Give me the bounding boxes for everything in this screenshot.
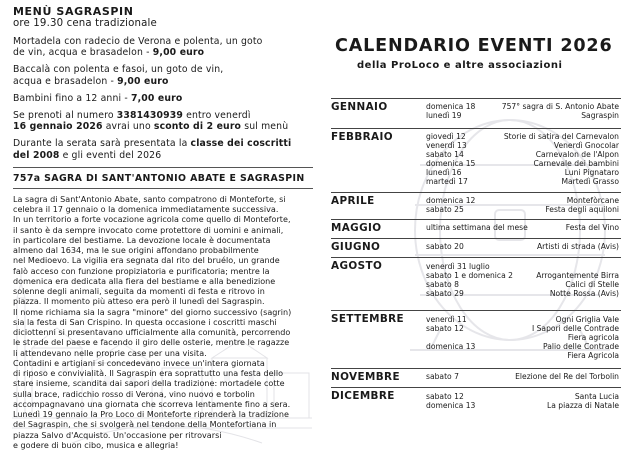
event-title: Festa degli aquiloni: [545, 205, 619, 214]
month-name: APRILE: [331, 195, 375, 207]
story-line: piazza Salvo d'Acquisto. Un'occasione per ritrovarsi: [13, 430, 222, 440]
month-divider: [331, 387, 621, 388]
event-date: sabato 25: [426, 205, 464, 214]
story-line: In un territorio a forte vocazione agricola come quello di Monteforte,: [13, 215, 291, 225]
booking-line-2: 16 gennaio 2026 avrai uno sconto di 2 euro sul menù: [13, 121, 289, 133]
calendar-column: [322, 0, 633, 448]
calendar-subtitle: della ProLoco e altre associazioni: [357, 60, 563, 71]
event-title: Fiera agricola: [567, 333, 619, 342]
story-line: le strade del paese e facendo il giro delle osterie, mentre le ragazze: [13, 338, 290, 348]
month-divider: [331, 219, 621, 220]
month-name: DICEMBRE: [331, 390, 395, 402]
menu-title: MENÙ SAGRASPIN: [13, 5, 134, 18]
story-line: sulla brace, radicchio rosso di Verona, vino nuovo e torbolin: [13, 389, 255, 399]
event-date: sabato 12: [426, 392, 464, 401]
story-line: di riposo e convivialità. Il Sagraspin era soprattutto una festa dello: [13, 369, 284, 379]
month-name: AGOSTO: [331, 260, 383, 272]
event-date: domenica 13: [426, 342, 476, 351]
event-title: Carnevalon de l'Alpon: [535, 150, 619, 159]
menu-column: [13, 6, 313, 451]
event-date: domenica 12: [426, 196, 476, 205]
presentation-line-1: Durante la serata sarà presentata la classe dei coscritti: [13, 138, 292, 150]
event-title: Montefòrcane: [566, 196, 619, 205]
event-date: venerdì 31 luglio: [426, 262, 490, 271]
story-line: Il nome richiama sia la sagra "minore" del giorno successivo (sagrin): [13, 307, 292, 317]
month-settembre: [331, 310, 621, 367]
event-date: sabato 1 e domenica 2: [426, 271, 513, 280]
event-date: domenica 18: [426, 102, 476, 111]
month-agosto: [331, 257, 621, 307]
month-divider: [331, 257, 621, 258]
event-date: venerdì 13: [426, 141, 467, 150]
story-line: celebra il 17 gennaio o la domenica immediatamente successiva.: [13, 205, 279, 215]
story-line: in particolare del bestiame. La devozione locale è documentata: [13, 235, 271, 245]
event-title: Santa Lucia: [574, 392, 619, 401]
menu-item-3: Bambini fino a 12 anni - 7,00 euro: [13, 92, 183, 104]
calendar-title: CALENDARIO EVENTI 2026: [335, 36, 613, 56]
menu-item-2-price: 9,00 euro: [117, 75, 169, 87]
story-line: piazza. Il momento più atteso era però il lunedì del Sagraspin.: [13, 297, 265, 307]
event-title: I Sapori delle Contrade: [531, 324, 619, 333]
month-divider: [331, 98, 621, 99]
event-title: Calici di Stelle: [565, 280, 619, 289]
event-title: Artisti di strada (Avis): [536, 242, 619, 251]
month-novembre: [331, 368, 621, 386]
story-line: e godere di buon cibo, musica e allegria!: [13, 440, 179, 450]
event-title: Arrogantemente Birra: [536, 271, 619, 280]
story-line: nel Medioevo. La vigilia era segnata dal rito del bruélo, un grande: [13, 256, 280, 266]
event-title: 757° sagra di S. Antonio Abate: [501, 102, 619, 111]
event-title: La piazza di Natale: [546, 401, 619, 410]
event-date: giovedì 12: [426, 132, 466, 141]
month-divider: [331, 238, 621, 239]
story-line: falò acceso con funzione propiziatoria e purificatoria; mentre la: [13, 266, 270, 276]
event-title: Venerdì Gnocolar: [553, 141, 619, 150]
menu-item-2-line-2: acqua e brasadelon - 9,00 euro: [13, 75, 169, 87]
event-title: Notte Rossa (Avis): [549, 289, 619, 298]
event-title: Storie di satira del Carnevalon: [503, 132, 619, 141]
month-divider: [331, 192, 621, 193]
month-gennaio: [331, 98, 621, 128]
booking-discount: sconto di 2 euro: [153, 121, 242, 133]
month-maggio: [331, 219, 621, 237]
month-name: GENNAIO: [331, 101, 388, 113]
month-name: MAGGIO: [331, 222, 382, 234]
booking-deadline: 16 gennaio 2026: [13, 121, 103, 133]
story-line: del Sagraspin, che si svolgerà nel tendone della Montefortiana in: [13, 420, 277, 430]
event-date: sabato 20: [426, 242, 464, 251]
event-date: martedì 17: [426, 177, 468, 186]
month-name: FEBBRAIO: [331, 131, 393, 143]
month-name: SETTEMBRE: [331, 313, 405, 325]
event-date: sabato 8: [426, 280, 459, 289]
story-line: domenica era dedicata alla fiera del bestiame e alla benedizione: [13, 276, 276, 286]
month-divider: [331, 128, 621, 129]
event-title: Luni Pignataro: [564, 168, 619, 177]
story-line: sia la festa di San Crispino. In questa occasione i coscritti maschi: [13, 317, 277, 327]
month-giugno: [331, 238, 621, 256]
story-line: diciottenni si presentavano ufficialmente alla comunità, percorrendo: [13, 328, 291, 338]
menu-item-1-line-2: de vin, acqua e brasadelon - 9,00 euro: [13, 47, 205, 59]
coscritti-class: classe dei coscritti: [190, 138, 292, 150]
booking-line-1: Se prenoti al numero 3381430939 entro venerdì: [13, 110, 251, 122]
story-line: stare insieme, scandita dai sapori della tradizione: mortadele cotte: [13, 379, 285, 389]
event-title: Fiera Agricola: [567, 351, 619, 360]
presentation-line-2: del 2008 e gli eventi del 2026: [13, 149, 162, 161]
event-title: Festa del Vino: [565, 223, 619, 232]
section-title: 757a SAGRA DI SANT'ANTONIO ABATE E SAGRASPIN: [13, 172, 305, 184]
event-date: lunedì 16: [426, 168, 462, 177]
event-date: lunedì 19: [426, 111, 462, 120]
section-divider-top: [13, 167, 313, 168]
event-date: venerdì 11: [426, 315, 467, 324]
month-divider: [331, 310, 621, 311]
story-line: il santo è da sempre invocato come protettore di uomini e animali,: [13, 225, 284, 235]
month-name: GIUGNO: [331, 241, 381, 253]
story-line: almeno dal 1634, ma le sue origini affondano probabilmente: [13, 246, 259, 256]
story-line: Contadini e artigiani si concedevano invece un'intera giornata: [13, 358, 265, 368]
month-febbraio: [331, 128, 621, 192]
event-title: Martedì Grasso: [561, 177, 619, 186]
event-date: sabato 7: [426, 372, 459, 381]
event-title: Sagraspin: [581, 111, 619, 120]
month-aprile: [331, 192, 621, 219]
menu-time: ore 19.30 cena tradizionale: [13, 18, 157, 29]
month-name: NOVEMBRE: [331, 371, 400, 383]
story-line: solenne degli animali, seguita da momenti di festa e ritrovo in: [13, 287, 265, 297]
event-title: Ogni Griglia Vale: [555, 315, 619, 324]
event-date: sabato 12: [426, 324, 464, 333]
event-date: ultima settimana del mese: [426, 223, 528, 232]
month-divider: [331, 368, 621, 369]
story-line: accompagnavano una giornata che scorreva lentamente fino a sera.: [13, 399, 291, 409]
event-date: domenica 15: [426, 159, 476, 168]
story-line: li attendevano nelle proprie case per una visita.: [13, 348, 207, 358]
month-dicembre: [331, 387, 621, 417]
story-line: La sagra di Sant'Antonio Abate, santo compatrono di Monteforte, si: [13, 194, 286, 204]
menu-item-2-line-1: Baccalà con polenta e fasoi, un goto de vin,: [13, 64, 224, 76]
event-title: Carnevale dei bambini: [533, 159, 619, 168]
event-date: domenica 13: [426, 401, 476, 410]
story-line: Lunedì 19 gennaio la Pro Loco di Monteforte riprenderà la tradizione: [13, 410, 289, 420]
menu-item-1-line-1: Mortadela con radecio de Verona e polenta, un goto: [13, 36, 263, 47]
event-date: sabato 14: [426, 150, 464, 159]
event-date: sabato 29: [426, 289, 464, 298]
event-title: Palio delle Contrade: [543, 342, 619, 351]
section-divider-bottom: [13, 188, 313, 189]
event-title: Elezione del Re del Torbolin: [515, 372, 619, 381]
menu-item-3-price: 7,00 euro: [130, 92, 183, 104]
menu-item-1-price: 9,00 euro: [152, 47, 205, 59]
booking-phone: 3381430939: [116, 110, 183, 122]
story-text: [13, 195, 313, 451]
